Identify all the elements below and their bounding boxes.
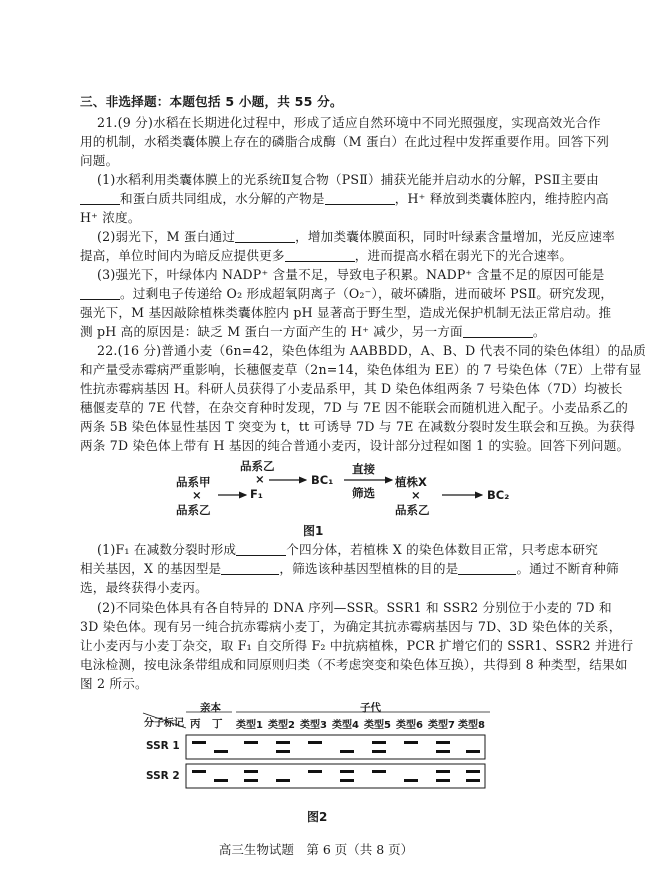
gel-band xyxy=(340,750,354,753)
fig2-type-label: 类型2 xyxy=(268,720,295,731)
q21-part1-line-1: (1)水稻利用类囊体膜上的光系统Ⅱ复合物（PSⅡ）捕获光能并启动水的分解，PSⅡ主要由 xyxy=(97,172,599,187)
q21-part3-line-2: 。过剩电子传递给 O₂ 形成超氧阴离子（O₂⁻），破坏磷脂，进而破坏 PSⅡ。研究发现， xyxy=(80,286,572,302)
gel-band xyxy=(404,741,418,744)
answer-blank xyxy=(236,543,286,556)
q21-stem-line-3: 问题。 xyxy=(80,153,119,168)
fig2-type-label: 类型3 xyxy=(300,720,327,731)
gel-band xyxy=(372,770,386,773)
q21-part1-line-3: H⁺ 浓度。 xyxy=(80,210,141,225)
fig2-offspring-label: 子代 xyxy=(360,702,381,714)
fig2-gel xyxy=(0,700,632,810)
fig1-strain-c: 品系乙 xyxy=(240,459,275,473)
fig2-type-label: 类型8 xyxy=(458,720,485,731)
answer-blank xyxy=(463,325,533,338)
q22-stem-line-2: 和产量受赤霉病严重影响，长穗偃麦草（2n=14，染色体组为 EE）的 7 号染色体（7E）上带有显 xyxy=(80,362,642,377)
fig2-type-label: 类型5 xyxy=(364,720,391,731)
gel-band xyxy=(436,770,450,773)
gel-band xyxy=(192,741,206,744)
fig1-strain-d: 品系乙 xyxy=(395,503,430,517)
q22-part2-line-3: 让小麦丙与小麦丁杂交，取 F₁ 自交所得 F₂ 中抗病植株，PCR 扩增它们的 SSR1、SSR2 并进行 xyxy=(80,638,634,653)
fig2-ssr1-label: SSR 1 xyxy=(146,740,180,752)
gel-band xyxy=(340,770,354,773)
q22-part2-line-5: 图 2 所示。 xyxy=(80,676,148,691)
q21-stem-line-1: 21.(9 分)水稻在长期进化过程中，形成了适应自然环境中不同光照强度，实现高效光合作 xyxy=(97,115,601,130)
gel-band xyxy=(308,741,322,744)
gel-band xyxy=(372,741,386,744)
fig1-caption: 图1 xyxy=(303,524,324,538)
gel-band xyxy=(276,750,290,753)
fig1-strain-b: 品系乙 xyxy=(176,503,211,517)
answer-blank xyxy=(80,192,120,205)
gel-band xyxy=(244,741,258,744)
gel-band xyxy=(404,779,418,782)
fig1-strain-a: 品系甲 xyxy=(176,475,211,489)
q21-part2-line-1: (2)弱光下，M 蛋白通过 ，增加类囊体膜面积，同时叶绿素含量增加，光反应速率 xyxy=(97,229,615,244)
q22-stem-line-3: 性抗赤霉病基因 H。科研人员获得了小麦品系甲，其 D 染色体组两条 7 号染色体（7D）均被长 xyxy=(80,381,623,396)
q22-part1-line-2: 相关基因，X 的基因型是 ，筛选该种基因型植株的目的是 。通过不断育种筛 xyxy=(80,561,619,576)
fig2-type-label: 类型1 xyxy=(236,720,263,731)
fig1-bc2: BC₂ xyxy=(487,488,510,502)
q22-stem-line-5: 两条 5B 染色体显性基因 T 突变为 t，tt 可诱导 7D 与 7E 在减数分裂时发生联会和互换。为获得 xyxy=(80,419,636,434)
q22-part2-line-4: 电泳检测，按电泳条带组成和同原则归类（不考虑突变和染色体互换），共得到 8 种类型，结果如 xyxy=(80,657,628,672)
fig1-plant-x: 植株X xyxy=(395,475,427,489)
q22-part2-line-2: 3D 染色体。现有另一纯合抗赤霉病小麦丁，为确定其抗赤霉病基因与 7D、3D 染色体的关系， xyxy=(80,619,622,634)
q22-part2-line-1: (2)不同染色体具有各自特异的 DNA 序列—SSR。SSR1 和 SSR2 分别位于小麦的 7D 和 xyxy=(97,600,612,615)
gel-band xyxy=(436,779,450,782)
answer-blank xyxy=(458,562,516,575)
figure-2 xyxy=(0,700,632,810)
gel-band xyxy=(466,770,480,773)
gel-band xyxy=(308,770,322,773)
gel-band xyxy=(340,779,354,782)
fig2-type-label: 类型4 xyxy=(332,720,359,731)
fig1-cross-3: × xyxy=(411,488,421,502)
gel-band xyxy=(214,750,228,753)
fig2-ssr2-label: SSR 2 xyxy=(146,770,180,782)
fig1-label-direct: 直接 xyxy=(352,462,375,476)
answer-blank xyxy=(325,192,395,205)
gel-band xyxy=(244,779,258,782)
q22-stem-line-4: 穗偃麦草的 7E 代替，在杂交育种时发现，7D 与 7E 因不能联会而随机进入配子。小麦品系乙的 xyxy=(80,400,629,415)
fig2-marker-label: 分子标记 xyxy=(144,718,184,729)
section-heading: 三、非选择题：本题包括 5 小题，共 55 分。 xyxy=(80,94,343,109)
q21-part2-line-2: 提高，单位时间内为暗反应提供更多 ，进而提高水稻在弱光下的光合速率。 xyxy=(80,248,573,263)
answer-blank xyxy=(80,287,120,300)
fig2-header-diagonal xyxy=(143,713,186,728)
gel-band xyxy=(192,770,206,773)
q22-part1-line-3: 选，最终获得小麦丙。 xyxy=(80,580,208,595)
gel-band xyxy=(372,750,386,753)
fig1-cross-2: × xyxy=(255,472,265,486)
gel-band xyxy=(276,741,290,744)
fig2-caption: 图2 xyxy=(307,810,328,824)
gel-band xyxy=(436,750,450,753)
fig2-type-label: 类型6 xyxy=(396,720,423,731)
q22-part1-line-1: (1)F₁ 在减数分裂时形成 个四分体，若植株 X 的染色体数目正常，只考虑本研究 xyxy=(97,542,599,557)
q21-stem-line-2: 用的机制，水稻类囊体膜上存在的磷脂合成酶（M 蛋白）在此过程中发挥重要作用。回答下列 xyxy=(80,134,610,149)
answer-blank xyxy=(285,249,355,262)
fig1-f1: F₁ xyxy=(250,487,263,501)
answer-blank xyxy=(235,230,295,243)
fig1-cross-1: × xyxy=(192,488,202,502)
fig2-ssr2-box xyxy=(186,764,485,788)
fig2-ssr1-box xyxy=(186,735,485,759)
gel-band xyxy=(466,750,480,753)
fig2-lane-ding: 丁 xyxy=(212,718,223,730)
gel-band xyxy=(466,779,480,782)
q21-part3-line-1: (3)强光下，叶绿体内 NADP⁺ 含量不足，导致电子积累。NADP⁺ 含量不足的原因可能是 xyxy=(97,267,605,282)
q22-stem-line-1: 22.(16 分)普通小麦（6n=42，染色体组为 AABBDD，A、B、D 代表不同的染色体组）的品质 xyxy=(97,343,646,358)
fig2-parents-label: 亲本 xyxy=(200,702,221,714)
q21-part1-line-2: 和蛋白质共同组成，水分解的产物是 ，H⁺ 释放到类囊体腔内，维持腔内高 xyxy=(80,191,572,207)
q21-part3-line-3: 强光下，M 基因敲除植株类囊体腔内 pH 显著高于野生型，造成光保护机制无法正常启动。推 xyxy=(80,305,612,320)
q21-part3-line-4: 测 pH 高的原因是：缺乏 M 蛋白一方面产生的 H⁺ 减少，另一方面 。 xyxy=(80,324,546,339)
fig1-label-screen: 筛选 xyxy=(352,486,375,500)
fig2-type-label: 类型7 xyxy=(428,720,455,731)
answer-blank xyxy=(221,562,279,575)
gel-band xyxy=(244,770,258,773)
gel-band xyxy=(214,779,228,782)
gel-band xyxy=(436,741,450,744)
gel-band xyxy=(276,779,290,782)
fig1-bc1: BC₁ xyxy=(311,473,334,487)
fig2-lane-bing: 丙 xyxy=(190,718,201,730)
page-footer: 高三生物试题 第 6 页（共 8 页） xyxy=(218,842,414,857)
q22-stem-line-6: 两条 7D 染色体上带有 H 基因的纯合普通小麦丙，设计部分过程如图 1 的实验。回答下列问题。 xyxy=(80,438,630,453)
